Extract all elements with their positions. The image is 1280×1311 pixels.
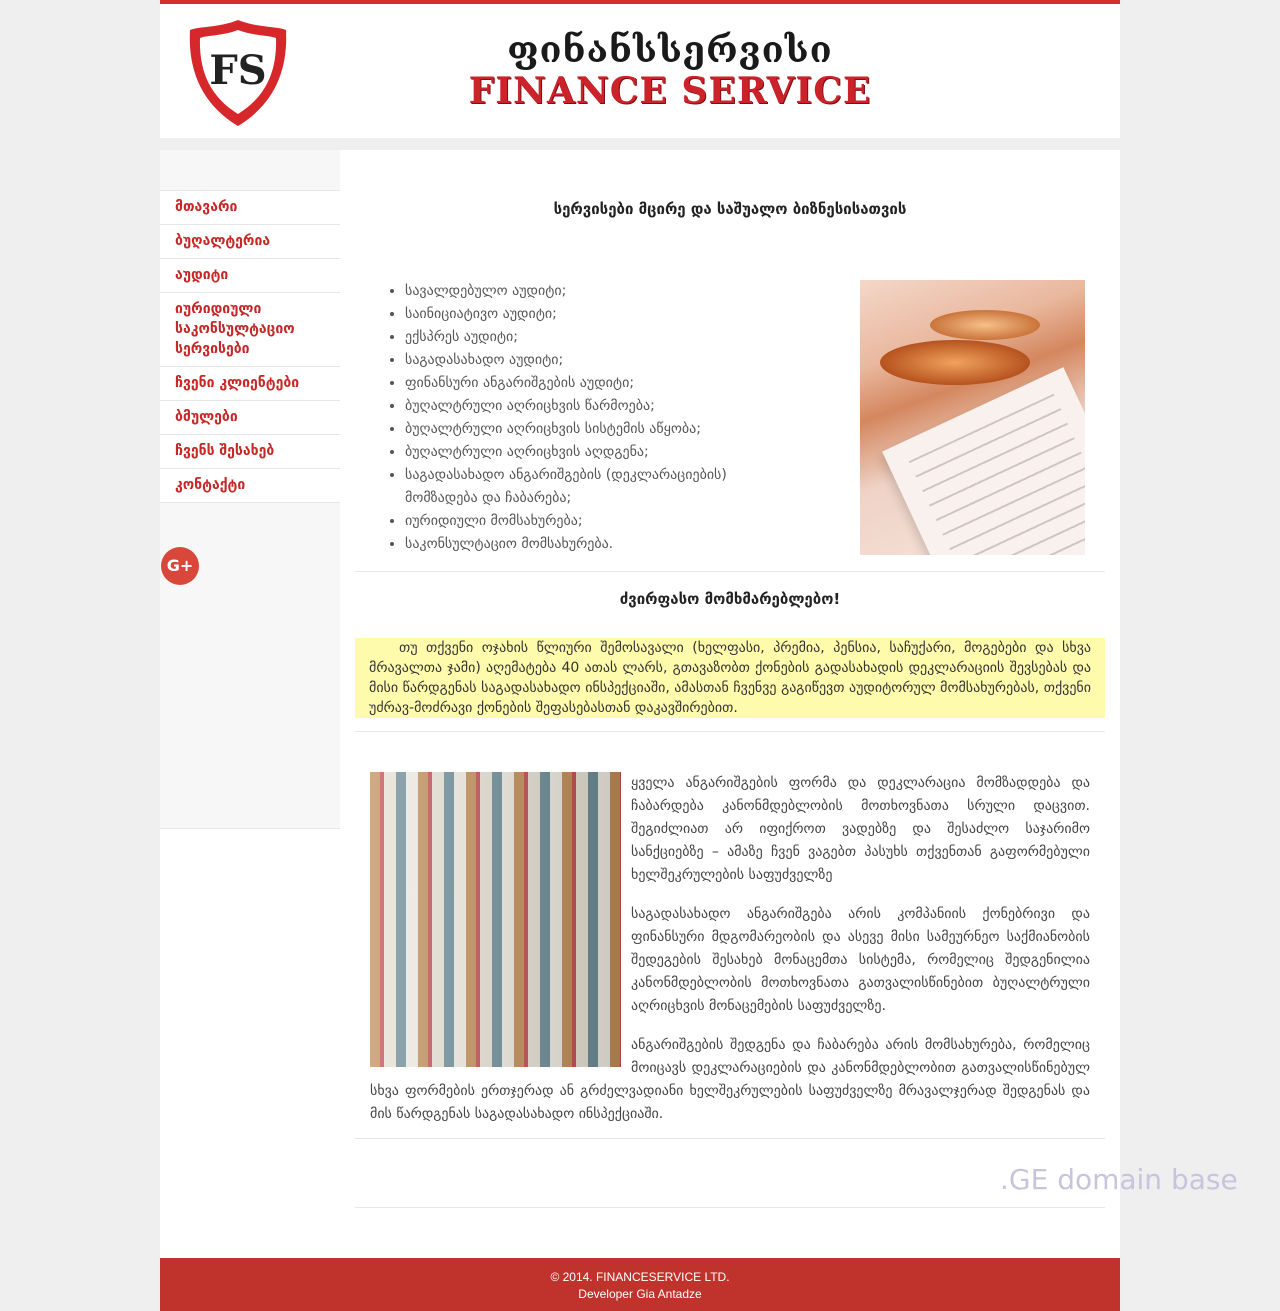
article-paragraph: საგადასახადო ანგარიშგება არის კომპანიის ქონებრივი და ფინანსური მდგომარეობის და ასევე მისი სამეურნეო საქმიანობის შედეგების შესახებ მონაცემთა სისტემა, რომელიც შედგენილია კანონმდებლობის მოთხოვნათა გათვალისწინებით ბუღალტრული აღრიცხვის მონაცემების საფუძველზე.	[631, 906, 1090, 1014]
article-paragraph: ანგარიშგების შედგენა და ჩაბარება არის მომსახურება, რომელიც მოიცავს დეკლარაციების და კანონმდებლობით გათვალისწინებულ სხვა ფორმების ერთჯერად ან გრძელვადიანი ხელშეკრულების საფუძველზე მრავალჯერად შედგენას და მის წარდგენას საგადასახადო ინსპექციაში.	[370, 1037, 1090, 1122]
watermark-text: .GE domain base	[1000, 1163, 1238, 1196]
nav-item-accounting[interactable]: ბუღალტერია	[160, 224, 340, 258]
list-item: • ბუღალტრული აღრიცხვის წარმოება;	[405, 395, 745, 418]
divider	[355, 571, 1105, 572]
list-item: • ბუღალტრული აღრიცხვის აღდგენა;	[405, 441, 745, 464]
divider	[355, 1207, 1105, 1208]
list-item: • ფინანსური ანგარიშგების აუდიტი;	[405, 372, 745, 395]
nav-item-legal-consulting[interactable]: იურიდიული საკონსულტაციო სერვისები	[160, 292, 340, 366]
content-area	[160, 150, 1120, 1258]
site-header	[160, 4, 1120, 138]
nav-item-audit[interactable]: აუდიტი	[160, 258, 340, 292]
scales-receipt-image	[860, 280, 1085, 555]
brand-title	[460, 28, 880, 110]
header-gap	[160, 138, 1120, 150]
list-item: • იურიდიული მომსახურება;	[405, 510, 745, 533]
sidebar-nav	[160, 190, 340, 503]
logo-shield-icon[interactable]	[188, 18, 288, 128]
logo-text: FS	[209, 47, 267, 94]
divider	[355, 731, 1105, 732]
services-list	[385, 280, 745, 556]
list-item: • საგადასახადო აუდიტი;	[405, 349, 745, 372]
article-paragraph: ყველა ანგარიშგების ფორმა და დეკლარაცია მომზადდება და ჩაბარდება კანონმდებლობის მოთხოვნათა სრული დაცვით. შეგიძლიათ არ იფიქროთ ვადებზე და შესაძლო საჯარიმო სანქციებზე – ამაზე ჩვენ ვაგებთ პასუხს თქვენთან გაფორმებული ხელშეკრულების საფუძველზე	[631, 775, 1090, 883]
highlight-notice: თუ თქვენი ოჯახის წლიური შემოსავალი (ხელფასი, პრემია, პენსია, საჩუქარი, მოგებები და სხვა მრავალთა ჯამი) აღემატება 40 ათას ლარს, გთავაზობთ ქონების გადასახადის დეკლარაციის შევსებას და მისი წარდგენას საგადასახადო ინსპექციაში, ამასთან ჩვენვე გაგიწევთ აუდიტორულ მომსახურებას, თქვენი უძრავ-მოძრავი ქონების შეფასებასთან დაკავშირებით.	[355, 638, 1105, 718]
nav-item-links[interactable]: ბმულები	[160, 400, 340, 434]
list-item: • საინიციატივო აუდიტი;	[405, 303, 745, 326]
binders-shelf-image	[370, 772, 621, 1067]
article-body	[370, 772, 1090, 1142]
nav-item-home[interactable]: მთავარი	[160, 190, 340, 224]
footer-copyright: © 2014. FINANCESERVICE LTD.	[550, 1270, 730, 1284]
page-title: სერვისები მცირე და საშუალო ბიზნესისათვის	[553, 200, 907, 218]
brand-title-georgian: ფინანსსერვისი	[507, 29, 833, 71]
nav-item-about[interactable]: ჩვენს შესახებ	[160, 434, 340, 468]
list-item: • ექსპრეს აუდიტი;	[405, 326, 745, 349]
divider	[355, 1138, 1105, 1139]
list-item: • ბუღალტრული აღრიცხვის სისტემის აწყობა;	[405, 418, 745, 441]
site-footer	[160, 1258, 1120, 1311]
list-item: • საგადასახადო ანგარიშგების (დეკლარაციების) მომზადება და ჩაბარება;	[405, 464, 745, 510]
list-item: • საკონსულტაციო მომსახურება.	[405, 533, 745, 556]
google-plus-icon[interactable]: G+	[161, 547, 199, 585]
customers-heading: ძვირფასო მომხმარებლებო!	[619, 590, 841, 608]
brand-title-english: FINANCE SERVICE	[468, 70, 872, 112]
sidebar	[160, 150, 340, 828]
nav-item-clients[interactable]: ჩვენი კლიენტები	[160, 366, 340, 400]
nav-item-contact[interactable]: კონტაქტი	[160, 468, 340, 503]
footer-developer: Developer Gia Antadze	[578, 1287, 702, 1301]
list-item: • სავალდებულო აუდიტი;	[405, 280, 745, 303]
page-wrapper	[160, 0, 1120, 1258]
sidebar-divider	[160, 828, 340, 829]
